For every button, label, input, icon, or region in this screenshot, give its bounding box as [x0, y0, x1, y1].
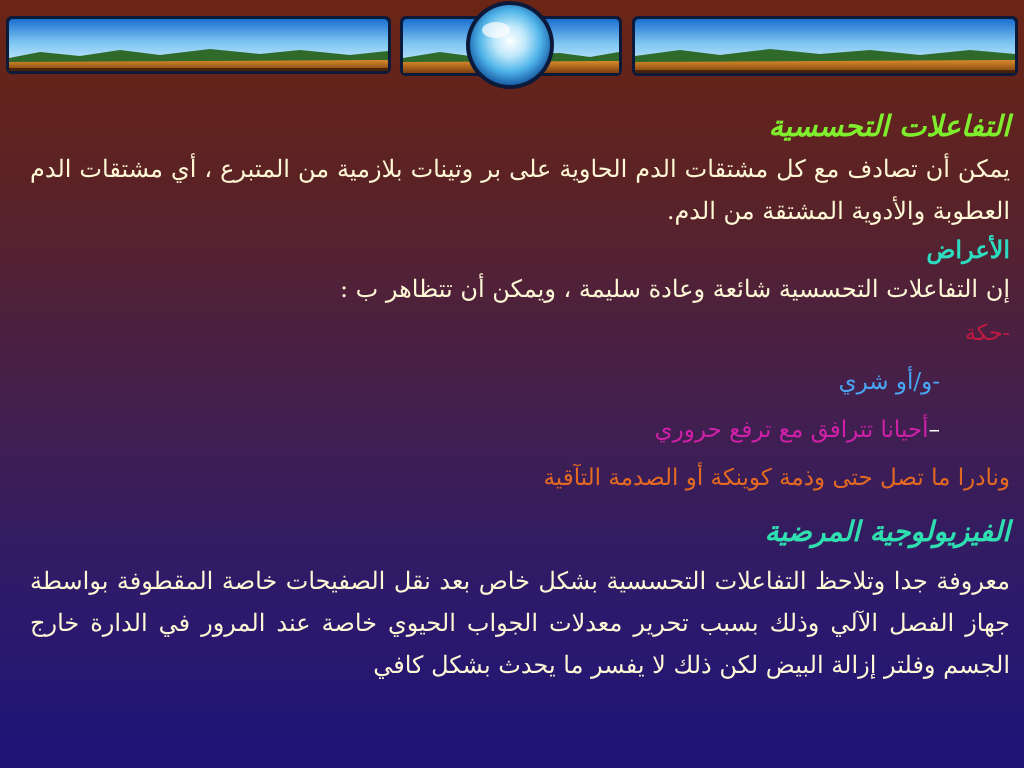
- landscape-banner-left: [6, 16, 391, 74]
- symptoms-intro: إن التفاعلات التحسسية شائعة وعادة سليمة ، ويمكن أن تتظاهر ب :: [339, 275, 1010, 303]
- symptom-itch: -حكة: [965, 321, 1010, 346]
- title-allergic-reactions: التفاعلات التحسسية: [768, 109, 1010, 143]
- heading-symptoms: الأعراض: [926, 235, 1010, 264]
- slide-content: [30, 104, 1010, 686]
- paragraph-pathophysiology: معروفة جدا وتلاحظ التفاعلات التحسسية بشكل خاص بعد نقل الصفيحات خاصة المقطوفة بواسطة جهاز الفصل الآلي وذلك بسبب تحرير معدلات الجواب الحيوي خاصة عند المرور في الدارة خارج الجسم وفلتر إزالة البيض لكن ذلك لا يفسر ما يحدث بشكل كافي: [30, 567, 1010, 679]
- globe-icon: [466, 1, 554, 89]
- landscape-banner-right: [632, 16, 1018, 76]
- symptom-rare: ونادرا ما تصل حتى وذمة كوينكة أو الصدمة التآقية: [543, 465, 1010, 491]
- symptom-fever-text: أحيانا تترافق مع ترفع حروري: [654, 417, 929, 443]
- header-banner: [0, 0, 1024, 100]
- symptom-rash: -و/أو شري: [838, 369, 940, 395]
- paragraph-intro: يمكن أن تصادف مع كل مشتقات الدم الحاوية على بر وتينات بلازمية من المتبرع ، أي مشتقات الدم العطوبة والأدوية المشتقة من الدم.: [30, 155, 1011, 225]
- title-pathophysiology: الفيزيولوجية المرضية: [764, 515, 1010, 548]
- symptom-fever: [30, 406, 1010, 454]
- symptom-fever-dash: –: [928, 417, 940, 443]
